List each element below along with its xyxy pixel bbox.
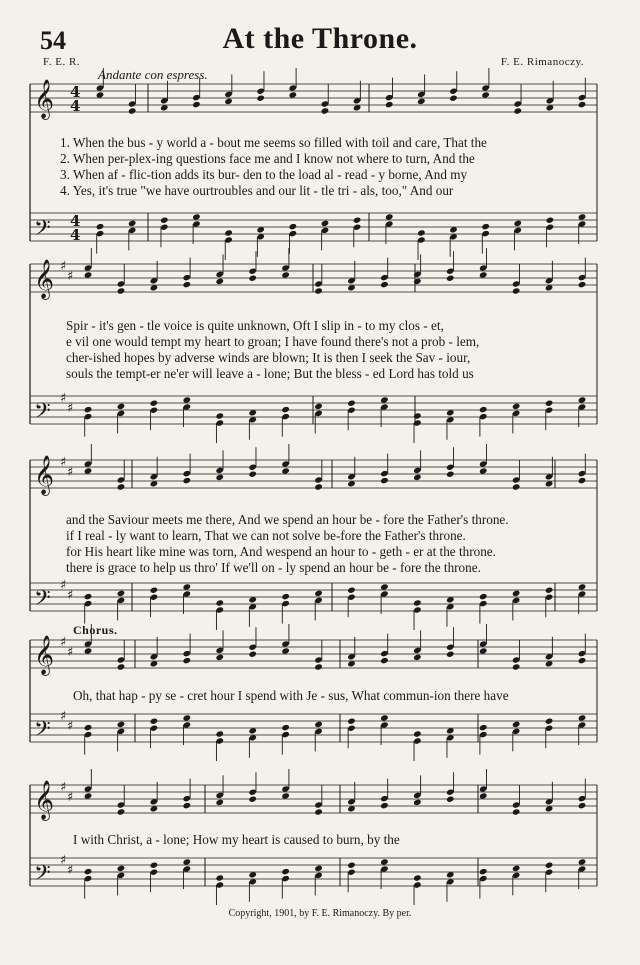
note-head — [314, 865, 323, 872]
note-head — [417, 98, 426, 105]
note-head — [512, 721, 521, 728]
note-head — [215, 412, 224, 419]
note-head — [96, 223, 105, 230]
note-head — [479, 792, 488, 799]
note-head — [281, 271, 290, 278]
bass-clef-icon: 𝄢 — [34, 717, 51, 747]
note-head — [578, 714, 587, 721]
sharp-icon: ♯ — [60, 455, 67, 470]
note-head — [215, 599, 224, 606]
note-head — [117, 865, 126, 872]
note-head — [481, 223, 490, 230]
note-head — [215, 654, 224, 661]
lyric-line: for His heart like mine was torn, And wespend an hour to - geth - er at the throne. — [66, 544, 496, 559]
note-head — [578, 396, 587, 403]
bass-clef-icon: 𝄢 — [34, 399, 51, 429]
note-head — [347, 718, 356, 725]
note-head — [413, 799, 422, 806]
note-head — [117, 590, 126, 597]
note-head — [84, 647, 93, 654]
treble-clef-icon: 𝄞 — [34, 79, 55, 119]
note-head — [215, 799, 224, 806]
note-head — [512, 287, 521, 294]
note-head — [380, 396, 389, 403]
note-head — [353, 217, 362, 224]
sharp-icon: ♯ — [67, 465, 74, 480]
bass-clef-icon: 𝄢 — [34, 861, 51, 891]
note-head — [314, 663, 323, 670]
note-head — [380, 714, 389, 721]
note-head — [281, 724, 290, 731]
time-signature-bottom: 4 — [70, 226, 81, 244]
note-head — [215, 874, 224, 881]
note-head — [578, 281, 587, 288]
note-head — [96, 91, 105, 98]
note-head — [413, 654, 422, 661]
note-head — [578, 858, 587, 865]
note-head — [347, 587, 356, 594]
note-head — [446, 651, 455, 658]
note-head — [545, 400, 554, 407]
note-head — [183, 583, 192, 590]
lyric-line: souls the tempt-er ne'er will leave a - lone; But the bless - ed Lord has told us — [66, 366, 474, 381]
note-head — [248, 471, 257, 478]
note-head — [183, 281, 192, 288]
lyric-line: I with Christ, a - lone; How my heart is caused to burn, by the — [73, 832, 400, 847]
sharp-icon: ♯ — [67, 401, 74, 416]
note-head — [385, 213, 394, 220]
note-head — [380, 802, 389, 809]
sharp-icon: ♯ — [67, 588, 74, 603]
time-signature-top: 4 — [70, 212, 81, 230]
note-head — [281, 593, 290, 600]
sharp-icon: ♯ — [60, 709, 67, 724]
note-head — [248, 651, 257, 658]
lyric-line: there is grace to help us thro' If we'll on - ly spend an hour be - fore the throne. — [66, 560, 481, 575]
lyric-line: 1. When the bus - y world a - bout me seems so filled with toil and care, That the — [60, 135, 487, 150]
note-head — [215, 730, 224, 737]
note-head — [314, 590, 323, 597]
note-head — [128, 220, 137, 227]
note-head — [546, 217, 555, 224]
note-head — [84, 792, 93, 799]
treble-clef-icon: 𝄞 — [34, 259, 55, 299]
note-head — [84, 271, 93, 278]
note-head — [347, 400, 356, 407]
note-head — [224, 98, 233, 105]
lyric-line: Spir - it's gen - tle voice is quite unknown, Oft I slip in - to my clos - et, — [66, 318, 444, 333]
note-head — [578, 213, 587, 220]
note-head — [183, 657, 192, 664]
note-head — [84, 868, 93, 875]
note-head — [183, 396, 192, 403]
note-head — [479, 593, 488, 600]
lyric-line: and the Saviour meets me there, And we spend an hour be - fore the Father's throne. — [66, 512, 509, 527]
note-head — [224, 229, 233, 236]
note-head — [281, 792, 290, 799]
note-head — [413, 599, 422, 606]
note-head — [380, 477, 389, 484]
note-head — [183, 714, 192, 721]
sharp-icon: ♯ — [60, 635, 67, 650]
lyric-line: e vil one would tempt my heart to groan; I have found there's not a prob - lem, — [66, 334, 480, 349]
sharp-icon: ♯ — [60, 259, 67, 274]
note-head — [479, 271, 488, 278]
note-head — [380, 281, 389, 288]
note-head — [117, 663, 126, 670]
note-head — [512, 808, 521, 815]
note-head — [314, 287, 323, 294]
note-head — [380, 583, 389, 590]
note-head — [281, 868, 290, 875]
note-head — [289, 223, 298, 230]
note-head — [150, 587, 159, 594]
note-head — [117, 287, 126, 294]
note-head — [413, 278, 422, 285]
note-head — [512, 590, 521, 597]
note-head — [256, 95, 265, 102]
time-signature-bottom: 4 — [70, 97, 81, 115]
treble-clef-icon: 𝄞 — [34, 780, 55, 820]
note-head — [481, 91, 490, 98]
note-head — [160, 217, 169, 224]
note-head — [512, 663, 521, 670]
note-head — [84, 406, 93, 413]
note-head — [513, 107, 522, 114]
bass-clef-icon: 𝄢 — [34, 586, 51, 616]
note-head — [380, 858, 389, 865]
note-head — [545, 587, 554, 594]
note-head — [183, 802, 192, 809]
sharp-icon: ♯ — [67, 269, 74, 284]
lyric-line: 4. Yes, it's true "we have ourtroubles and our lit - tle tri - als, too," And our — [60, 183, 454, 198]
note-head — [578, 802, 587, 809]
note-head — [578, 477, 587, 484]
note-head — [192, 101, 201, 108]
note-head — [479, 868, 488, 875]
note-head — [385, 101, 394, 108]
note-head — [117, 483, 126, 490]
note-head — [479, 724, 488, 731]
note-head — [321, 107, 330, 114]
note-head — [183, 477, 192, 484]
page-number: 54 — [40, 26, 66, 55]
time-signature-top: 4 — [70, 83, 81, 101]
sharp-icon: ♯ — [60, 391, 67, 406]
lyric-line: 3. When af - flic-tion adds its bur- den to the load al - read - y borne, And my — [60, 167, 468, 182]
sharp-icon: ♯ — [60, 578, 67, 593]
note-head — [314, 403, 323, 410]
note-head — [413, 474, 422, 481]
note-head — [289, 91, 298, 98]
note-head — [248, 796, 257, 803]
hymn-title: At the Throne. — [222, 22, 418, 55]
note-head — [314, 721, 323, 728]
note-head — [578, 101, 587, 108]
treble-clef-icon: 𝄞 — [34, 635, 55, 675]
note-head — [417, 229, 426, 236]
lyric-line: cher-ished hopes by adverse winds are blown; It is then I seek the Sav - iour, — [66, 350, 471, 365]
note-head — [150, 718, 159, 725]
note-head — [413, 730, 422, 737]
note-head — [413, 874, 422, 881]
note-head — [545, 718, 554, 725]
sharp-icon: ♯ — [60, 780, 67, 795]
composer-name: F. E. Rimanoczy. — [500, 56, 584, 68]
note-head — [117, 403, 126, 410]
note-head — [449, 95, 458, 102]
lyric-line: 2. When per-plex-ing questions face me and I know not where to turn, And the — [60, 151, 475, 166]
lyric-line: if I real - ly want to learn, That we can not solve be-fore the Father's throne. — [66, 528, 466, 543]
lyricist-initials: F. E. R. — [43, 56, 81, 68]
note-head — [578, 583, 587, 590]
note-head — [215, 474, 224, 481]
note-head — [84, 593, 93, 600]
note-head — [314, 808, 323, 815]
note-head — [479, 467, 488, 474]
note-head — [281, 647, 290, 654]
note-head — [479, 647, 488, 654]
sharp-icon: ♯ — [67, 790, 74, 805]
sharp-icon: ♯ — [60, 853, 67, 868]
sharp-icon: ♯ — [67, 719, 74, 734]
treble-clef-icon: 𝄞 — [34, 455, 55, 495]
note-head — [512, 483, 521, 490]
note-head — [512, 865, 521, 872]
note-head — [545, 862, 554, 869]
note-head — [281, 467, 290, 474]
bass-clef-icon: 𝄢 — [34, 216, 51, 246]
note-head — [117, 721, 126, 728]
sharp-icon: ♯ — [67, 645, 74, 660]
note-head — [183, 858, 192, 865]
lyric-line: Oh, that hap - py se - cret hour I spend with Je - sus, What commun-ion there have — [73, 688, 509, 703]
note-head — [512, 403, 521, 410]
copyright-notice: Copyright, 1901, by F. E. Rimanoczy. By per. — [228, 908, 412, 919]
note-head — [513, 220, 522, 227]
note-head — [84, 467, 93, 474]
note-head — [248, 275, 257, 282]
note-head — [192, 213, 201, 220]
note-head — [215, 278, 224, 285]
chorus-label: Chorus. — [73, 623, 118, 637]
note-head — [84, 724, 93, 731]
sharp-icon: ♯ — [67, 863, 74, 878]
note-head — [314, 483, 323, 490]
note-head — [347, 862, 356, 869]
note-head — [446, 471, 455, 478]
note-head — [578, 657, 587, 664]
tempo-marking: Andante con espress. — [98, 67, 208, 82]
note-head — [150, 862, 159, 869]
note-head — [117, 808, 126, 815]
note-head — [321, 220, 330, 227]
note-head — [128, 107, 137, 114]
note-head — [380, 657, 389, 664]
note-head — [446, 275, 455, 282]
note-head — [446, 796, 455, 803]
note-head — [479, 406, 488, 413]
note-head — [150, 400, 159, 407]
note-head — [413, 412, 422, 419]
note-head — [281, 406, 290, 413]
